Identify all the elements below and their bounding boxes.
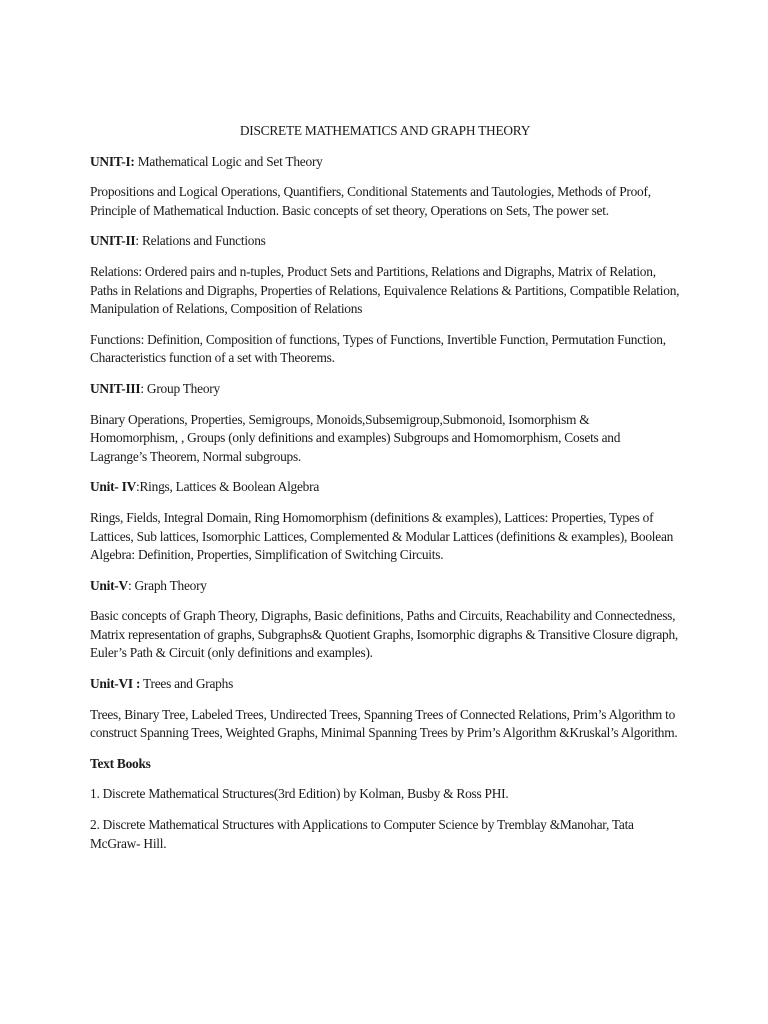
unit-4-topic: :Rings, Lattices & Boolean Algebra xyxy=(136,479,320,495)
unit-1-label: UNIT-I: xyxy=(90,153,135,169)
unit-4-heading xyxy=(90,478,680,497)
unit-5-heading xyxy=(90,577,680,596)
unit-2-heading xyxy=(90,232,680,251)
textbook-item-1: 1. Discrete Mathematical Structures(3rd Edition) by Kolman, Busby & Ross PHI. xyxy=(90,786,509,802)
unit-5-label: Unit-V xyxy=(90,577,128,593)
unit-3-label: UNIT-III xyxy=(90,380,141,396)
unit-5-paragraph-1: Basic concepts of Graph Theory, Digraphs, Basic definitions, Paths and Circuits, Reachability and Connectedness, Matrix representation of graphs, Subgraphs& Quotient Graphs, Isomorphic digraphs & Transitive Closure digraph, Euler’s Path & Circuit (only definitions and examples). xyxy=(90,608,679,661)
document-title: DISCRETE MATHEMATICS AND GRAPH THEORY xyxy=(239,123,531,138)
unit-6-topic: Trees and Graphs xyxy=(140,676,234,692)
unit-6-heading xyxy=(90,675,680,694)
syllabus-page xyxy=(90,122,680,865)
unit-3-heading xyxy=(90,380,680,399)
unit-2-label: UNIT-II xyxy=(90,233,136,249)
unit-2-paragraph-1: Relations: Ordered pairs and n-tuples, Product Sets and Partitions, Relations and Digraphs, Matrix of Relation, Paths in Relations and Digraphs, Properties of Relations, Equivalence Relations & Partitions, Compatible Relation, Manipulation of Relations, Composition of Relations xyxy=(90,263,680,317)
textbooks-label: Text Books xyxy=(90,755,151,771)
unit-2-topic: : Relations and Functions xyxy=(135,233,266,249)
unit-1-heading xyxy=(90,153,680,172)
unit-6-label: Unit-VI : xyxy=(90,676,141,692)
unit-3-topic: : Group Theory xyxy=(140,380,220,396)
unit-3-paragraph-1: Binary Operations, Properties, Semigroups, Monoids,Subsemigroup,Submonoid, Isomorphism & Homomorphism, , Groups (only definitions and examples) Subgroups and Homomorphism, Cosets and Lagrange’s Theorem, Normal subgroups. xyxy=(90,411,621,464)
unit-4-label: Unit- IV xyxy=(90,479,136,495)
unit-1-topic: Mathematical Logic and Set Theory xyxy=(134,153,323,169)
unit-6-paragraph-1: Trees, Binary Tree, Labeled Trees, Undirected Trees, Spanning Trees of Connected Relations, Prim’s Algorithm to construct Spanning Trees, Weighted Graphs, Minimal Spanning Trees by Prim’s Algorithm &Kruskal’s Algorithm. xyxy=(90,706,678,741)
unit-5-topic: : Graph Theory xyxy=(127,577,207,593)
unit-2-paragraph-2: Functions: Definition, Composition of functions, Types of Functions, Invertible Function, Permutation Function, Characteristics function of a set with Theorems. xyxy=(90,331,666,366)
unit-4-paragraph-1: Rings, Fields, Integral Domain, Ring Homomorphism (definitions & examples), Lattices: Properties, Types of Lattices, Sub lattices, Isomorphic Lattices, Complemented & Modular Lattices (definitions & examples), Boolean Algebra: Definition, Properties, Simplification of Switching Circuits. xyxy=(90,509,674,563)
textbook-item-2: 2. Discrete Mathematical Structures with Applications to Computer Science by Tremblay &Manohar, Tata McGraw- Hill. xyxy=(90,817,634,851)
textbooks-heading xyxy=(90,755,680,774)
unit-1-paragraph-1: Propositions and Logical Operations, Quantifiers, Conditional Statements and Tautologies, Methods of Proof, Principle of Mathematical Induction. Basic concepts of set theory, Operations on Sets, The power set. xyxy=(90,184,651,218)
